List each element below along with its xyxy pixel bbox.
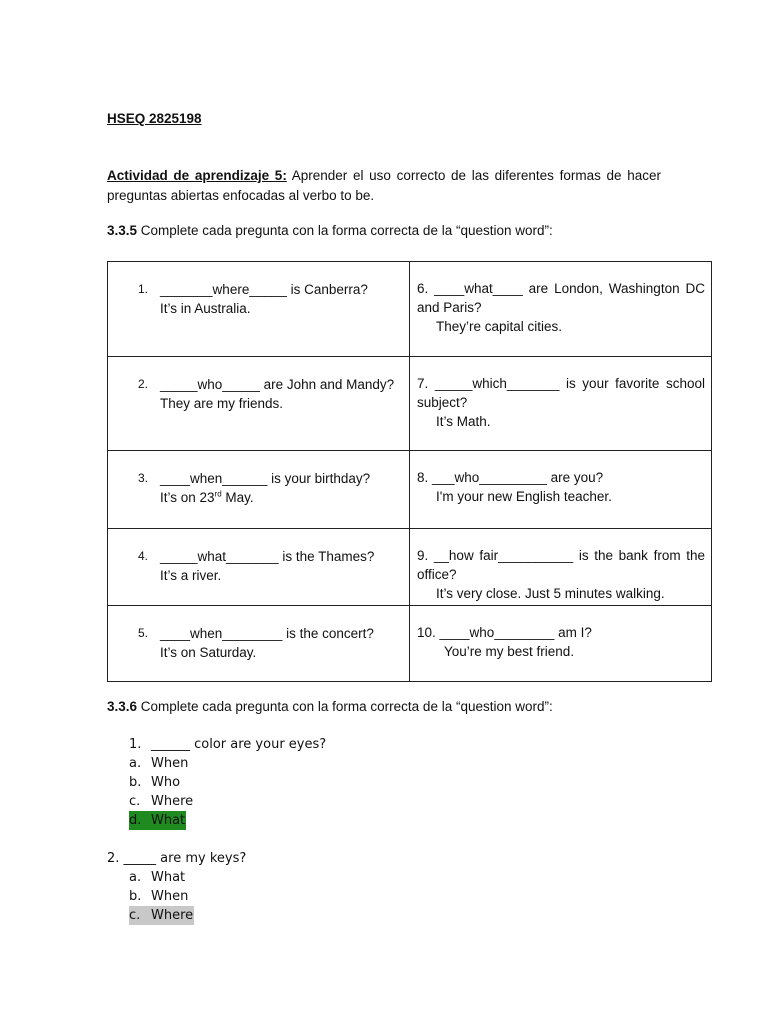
question-number: 5. bbox=[138, 626, 149, 640]
question-number: 1. bbox=[138, 282, 149, 296]
question-text: 7. _____which_______ is your favorite school subject? bbox=[417, 376, 705, 410]
section-335-instruction bbox=[107, 223, 553, 238]
question-text: _______where_____ is Canberra? bbox=[160, 282, 368, 297]
answer-text: They are my friends. bbox=[160, 396, 284, 411]
question-cell-6 bbox=[410, 262, 712, 357]
answer-text: It’s on Saturday. bbox=[160, 645, 257, 660]
answer-text: It’s a river. bbox=[160, 568, 222, 583]
question-cell-1 bbox=[108, 262, 410, 357]
question-number: 1. bbox=[129, 737, 142, 752]
question-cell-8 bbox=[410, 451, 712, 529]
multiple-choice-question-1 bbox=[107, 735, 326, 830]
option-c: c. Where bbox=[129, 794, 194, 809]
question-number: 2. bbox=[138, 377, 149, 391]
answer-text: You’re my best friend. bbox=[444, 644, 575, 659]
option-b: b. When bbox=[129, 889, 189, 904]
table-row bbox=[108, 606, 712, 682]
option-d-selected: d. What bbox=[129, 813, 186, 828]
question-line: 2. _____ are my keys? bbox=[107, 851, 247, 866]
question-text: 8. ___who_________ are you? bbox=[417, 470, 604, 485]
question-cell-3 bbox=[108, 451, 410, 529]
table-row bbox=[108, 451, 712, 529]
question-text: _____what_______ is the Thames? bbox=[160, 549, 375, 564]
option-c-selected: c. Where bbox=[129, 908, 194, 923]
answer-text: It’s in Australia. bbox=[160, 301, 251, 316]
table-row bbox=[108, 357, 712, 451]
question-cell-9 bbox=[410, 529, 712, 606]
question-line bbox=[107, 735, 326, 754]
answer-text: I'm your new English teacher. bbox=[436, 489, 612, 504]
section-336-text: Complete cada pregunta con la forma correcta de la “question word”: bbox=[137, 699, 553, 714]
question-text: ____when________ is the concert? bbox=[160, 626, 374, 641]
question-cell-2 bbox=[108, 357, 410, 451]
question-text: ____when______ is your birthday? bbox=[160, 471, 371, 486]
section-335-text: Complete cada pregunta con la forma correcta de la “question word”: bbox=[137, 223, 553, 238]
table-row bbox=[108, 529, 712, 606]
section-336-instruction bbox=[107, 699, 553, 714]
activity-label: Actividad de aprendizaje 5: bbox=[107, 168, 287, 183]
question-number: 4. bbox=[138, 549, 149, 563]
question-text: 10. ____who________ am I? bbox=[417, 625, 592, 640]
document-code: HSEQ 2825198 bbox=[107, 111, 202, 126]
option-a: a. What bbox=[129, 870, 186, 885]
answer-text: It’s very close. Just 5 minutes walking. bbox=[436, 586, 665, 601]
question-text: _____who_____ are John and Mandy? bbox=[160, 377, 395, 392]
section-336-number: 3.3.6 bbox=[107, 699, 138, 714]
question-text: 9. __how fair__________ is the bank from the office? bbox=[417, 548, 705, 582]
question-number: 3. bbox=[138, 471, 149, 485]
question-cell-5 bbox=[108, 606, 410, 682]
answer-text: It’s Math. bbox=[436, 414, 491, 429]
question-cell-7 bbox=[410, 357, 712, 451]
option-b: b. Who bbox=[129, 775, 181, 790]
section-335-number: 3.3.5 bbox=[107, 223, 138, 238]
table-row bbox=[108, 262, 712, 357]
question-table bbox=[107, 261, 712, 682]
question-cell-10 bbox=[410, 606, 712, 682]
answer-text: It’s on 23rd May. bbox=[160, 489, 254, 505]
question-text: 6. ____what____ are London, Washington DC and Paris? bbox=[417, 281, 705, 315]
activity-text: Aprender el uso correcto de las diferentes formas de hacer preguntas abiertas enfocadas al verbo to be. bbox=[107, 168, 661, 203]
question-cell-4 bbox=[108, 529, 410, 606]
multiple-choice-question-2 bbox=[107, 849, 246, 925]
activity-paragraph bbox=[107, 166, 661, 206]
answer-text: They’re capital cities. bbox=[436, 319, 563, 334]
question-text: ______ color are your eyes? bbox=[151, 737, 327, 752]
option-a: a. When bbox=[129, 756, 189, 771]
